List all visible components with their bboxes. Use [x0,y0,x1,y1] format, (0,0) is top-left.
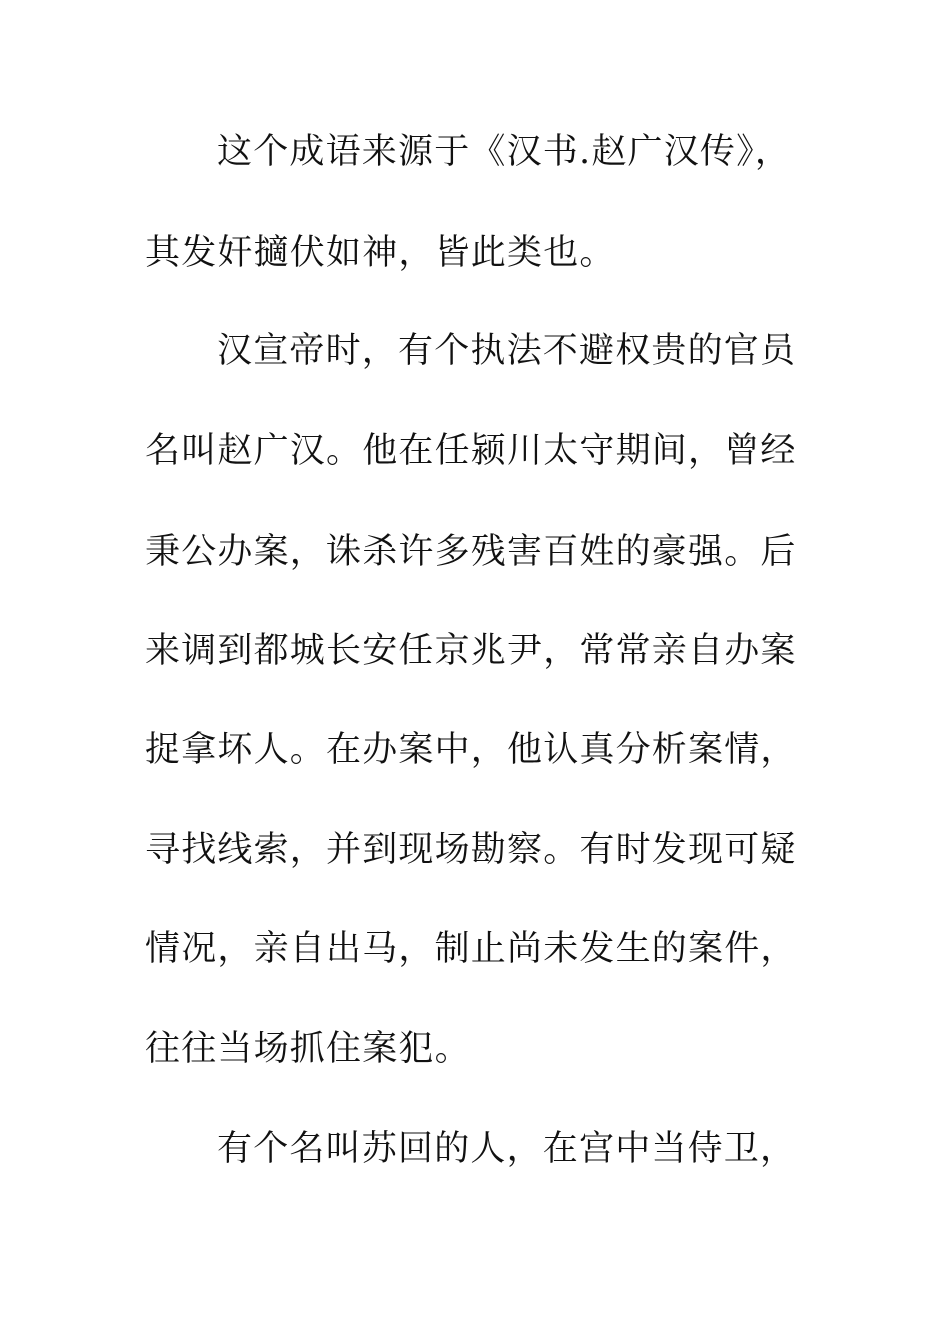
text-line-11: 有个名叫苏回的人，在宫中当侍卫， [217,1129,797,1169]
text-line-9: 情况，亲自出马，制止尚未发生的案件， [145,929,797,969]
text-line-5: 秉公办案，诛杀许多残害百姓的豪强。后 [145,532,797,572]
text-line-3: 汉宣帝时，有个执法不避权贵的官员 [217,331,797,371]
text-line-8: 寻找线索，并到现场勘察。有时发现可疑 [145,830,797,870]
text-line-10: 往往当场抓住案犯。 [145,1029,471,1069]
text-line-7: 捉拿坏人。在办案中，他认真分析案情， [145,730,797,770]
text-line-2: 其发奸擿伏如神，皆此类也。 [145,233,616,273]
text-line-4: 名叫赵广汉。他在任颍川太守期间，曾经 [145,431,797,471]
text-line-6: 来调到都城长安任京兆尹，常常亲自办案 [145,631,797,671]
text-line-1: 这个成语来源于《汉书.赵广汉传》， [217,132,792,172]
